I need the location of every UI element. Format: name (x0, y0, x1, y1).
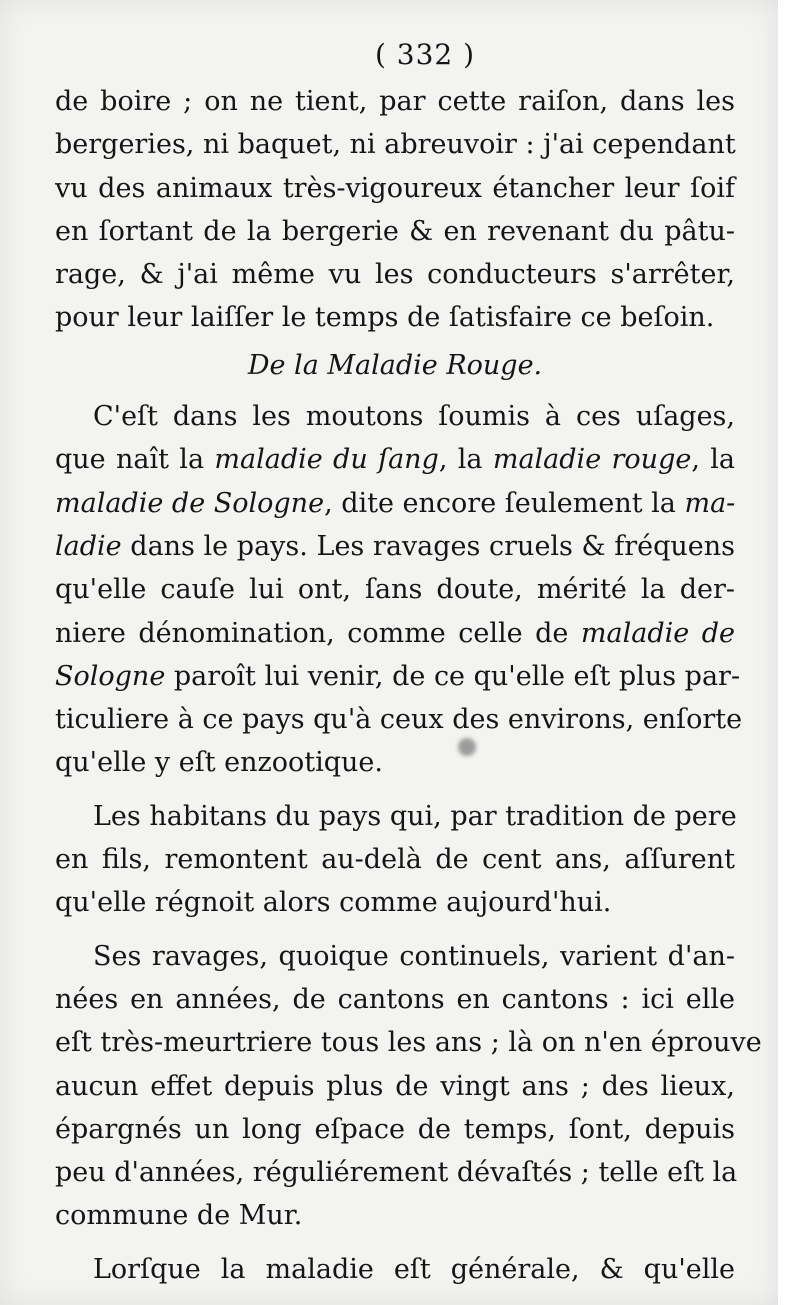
text-line: de boire ; on ne tient, par cette raiſon, dans les (55, 86, 735, 117)
text-line: maladie de Sologne, dite encore ſeulement la ma- (55, 487, 736, 519)
page-edge (778, 0, 800, 1305)
text-line: nées en années, de cantons en cantons : ici elle (55, 983, 735, 1015)
text-line: peu d'années, réguliérement dévaſtés ; telle eſt la (55, 1157, 738, 1189)
text-line: qu'elle cauſe lui ont, ſans doute, mérité la der- (55, 574, 735, 606)
text-line: ladie dans le pays. Les ravages cruels & fréquens (55, 530, 735, 562)
text-line: qu'elle y eſt enzootique. (55, 747, 383, 779)
text-line: que naît la maladie du ſang, la maladie rouge, la (55, 444, 735, 476)
text-line: Ses ravages, quoique continuels, varient d'an- (93, 940, 735, 972)
text-line: Lorſque la maladie eſt générale, & qu'elle (93, 1253, 735, 1285)
text-line: ticuliere à ce pays qu'à ceux des environs, enſorte (55, 704, 743, 736)
text-line: qu'elle régnoit alors comme aujourd'hui. (55, 887, 612, 919)
text-line: Sologne paroît lui venir, de ce qu'elle eſt plus par- (55, 660, 741, 692)
text-line: épargnés un long eſpace de temps, ſont, depuis (55, 1113, 735, 1145)
page-text (55, 30, 762, 1291)
text-line: aucun effet depuis plus de vingt ans ; des lieux, (55, 1070, 735, 1102)
text-line: pour leur laiſſer le temps de ſatisfaire ce beſoin. (55, 302, 715, 334)
text-line: eſt très-meurtriere tous les ans ; là on n'en éprouve (55, 1027, 762, 1059)
text-line: C'eſt dans les moutons ſoumis à ces uſages, (93, 401, 735, 433)
text-line: commune de Mur. (55, 1200, 303, 1232)
text-line: Les habitans du pays qui, par tradition de pere (93, 800, 737, 832)
text-line: bergeries, ni baquet, ni abreuvoir : j'ai cependant (55, 129, 736, 161)
text-line: en fils, remontent au-delà de cent ans, aſſurent (55, 844, 735, 876)
text-line: niere dénomination, comme celle de maladie de (55, 617, 735, 649)
page-number: ( 332 ) (374, 38, 476, 71)
text-line: rage, & j'ai même vu les conducteurs s'arrêter, (55, 259, 735, 291)
text-line: en ſortant de la bergerie & en revenant du pâtu- (55, 215, 735, 247)
section-heading: De la Maladie Rouge. (247, 349, 543, 381)
text-line: vu des animaux très-vigoureux étancher leur ſoif (55, 172, 735, 204)
